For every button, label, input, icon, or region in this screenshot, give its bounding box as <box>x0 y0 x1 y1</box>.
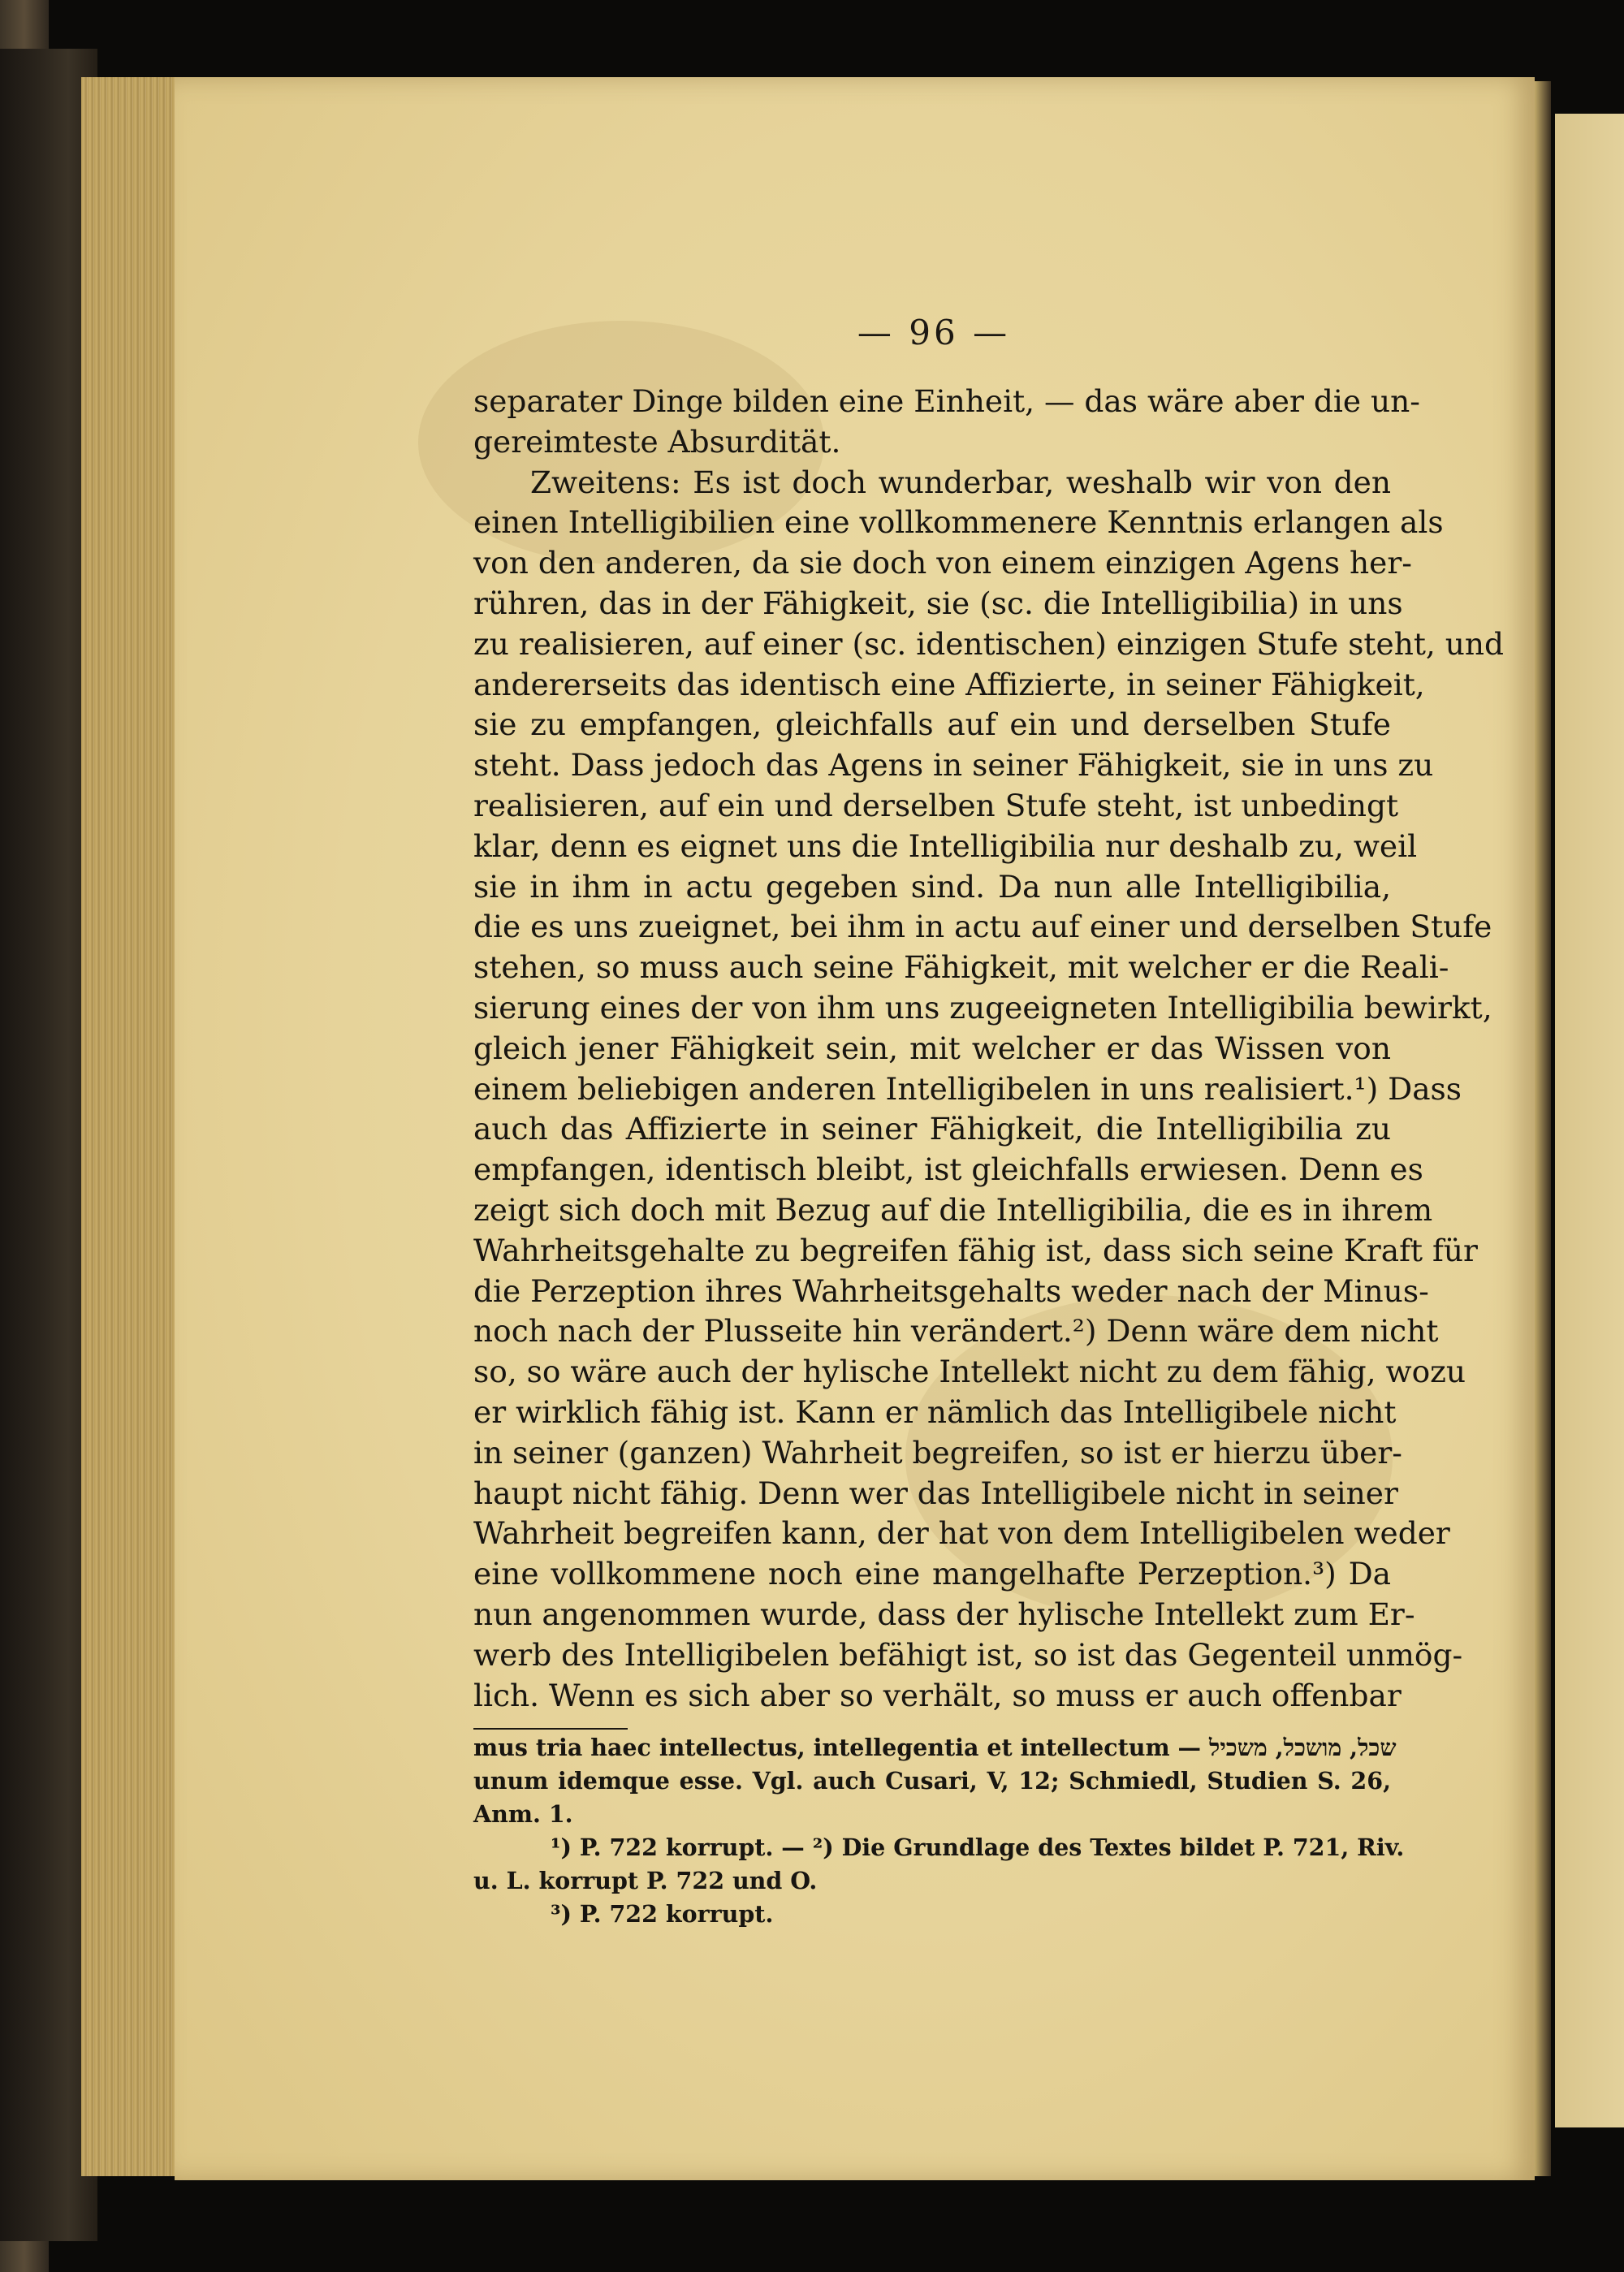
text-line: Wahrheitsgehalte zu begreifen fähig ist, dass sich seine Kraft für <box>473 1232 1478 1268</box>
text-line: von den anderen, da sie doch von einem einzigen Agens her- <box>473 545 1412 581</box>
text-line: separater Dinge bilden eine Einheit, — das wäre aber die un- <box>473 383 1420 419</box>
text-line: auch das Affizierte in seiner Fähigkeit, die Intelligibilia zu <box>473 1111 1391 1147</box>
text-line: einen Intelligibilien eine vollkommenere Kenntnis erlangen als <box>473 504 1444 541</box>
text-line: so, so wäre auch der hylische Intellekt nicht zu dem fähig, wozu <box>473 1354 1466 1390</box>
facing-page-edge <box>1555 114 1624 2127</box>
text-line: steht. Dass jedoch das Agens in seiner Fähigkeit, sie in uns zu <box>473 747 1434 784</box>
footnote-line: ³) P. 722 korrupt. <box>551 1900 774 1928</box>
footnote-line: unum idemque esse. Vgl. auch Cusari, V, 12; Schmiedl, Studien S. 26, <box>473 1767 1391 1795</box>
footnote-line: ¹) P. 722 korrupt. — ²) Die Grundlage des Textes bildet P. 721, Riv. <box>551 1834 1405 1861</box>
text-line: er wirklich fähig ist. Kann er nämlich das Intelligibele nicht <box>473 1393 1397 1430</box>
text-line: zu realisieren, auf einer (sc. identischen) einzigen Stufe steht, und <box>473 625 1505 662</box>
text-line: sierung eines der von ihm uns zugeeigneten Intelligibilia bewirkt, <box>473 989 1492 1026</box>
text-line: die es uns zueignet, bei ihm in actu auf einer und derselben Stufe <box>473 909 1492 945</box>
text-line: die Perzeption ihres Wahrheitsgehalts weder nach der Minus- <box>473 1272 1429 1309</box>
page-gutter <box>1535 81 1551 2176</box>
text-line: haupt nicht fähig. Denn wer das Intelligibele nicht in seiner <box>473 1475 1398 1511</box>
text-line: sie zu empfangen, gleichfalls auf ein und derselben Stufe <box>473 706 1391 743</box>
text-line: in seiner (ganzen) Wahrheit begreifen, so ist er hierzu über- <box>473 1434 1402 1471</box>
footnote-line: Anm. 1. <box>473 1800 573 1828</box>
text-line: zeigt sich doch mit Bezug auf die Intelligibilia, die es in ihrem <box>473 1191 1433 1228</box>
footnote-separator <box>473 1728 628 1730</box>
footnote-line: mus tria haec intellectus, intellegentia et intellectum — שכל, מושכל, משכיל <box>473 1734 1397 1761</box>
page-edges <box>81 77 187 2176</box>
footnote-line: u. L. korrupt P. 722 und O. <box>473 1867 818 1894</box>
text-line: Wahrheit begreifen kann, der hat von dem Intelligibelen weder <box>473 1515 1450 1552</box>
text-line: sie in ihm in actu gegeben sind. Da nun alle Intelligibilia, <box>473 868 1391 905</box>
text-line: andererseits das identisch eine Affizierte, in seiner Fähigkeit, <box>473 666 1425 702</box>
text-line: einem beliebigen anderen Intelligibelen in uns realisiert.¹) Dass <box>473 1070 1462 1107</box>
text-line: klar, denn es eignet uns die Intelligibilia nur deshalb zu, weil <box>473 827 1418 864</box>
text-line: Zweitens: Es ist doch wunderbar, weshalb wir von den <box>530 464 1391 500</box>
text-line: noch nach der Plusseite hin verändert.²) Denn wäre dem nicht <box>473 1313 1439 1350</box>
text-line: empfangen, identisch bleibt, ist gleichfalls erwiesen. Denn es <box>473 1151 1423 1188</box>
main-text <box>473 382 1505 1716</box>
text-line: rühren, das in der Fähigkeit, sie (sc. die Intelligibilia) in uns <box>473 585 1403 621</box>
footnotes <box>473 1731 1405 1931</box>
text-line: lich. Wenn es sich aber so verhält, so muss er auch offenbar <box>473 1677 1402 1713</box>
text-line: gleich jener Fähigkeit sein, mit welcher er das Wissen von <box>473 1030 1391 1066</box>
page-number: — 96 — <box>857 313 1011 352</box>
text-line: stehen, so muss auch seine Fähigkeit, mit welcher er die Reali- <box>473 949 1449 986</box>
text-line: eine vollkommene noch eine mangelhafte Perzeption.³) Da <box>473 1556 1391 1592</box>
text-line: nun angenommen wurde, dass der hylische Intellekt zum Er- <box>473 1596 1415 1632</box>
text-line: werb des Intelligibelen befähigt ist, so ist das Gegenteil unmög- <box>473 1636 1463 1673</box>
text-line: gereimteste Absurdität. <box>473 423 841 460</box>
text-line: realisieren, auf ein und derselben Stufe steht, ist unbedingt <box>473 787 1399 823</box>
